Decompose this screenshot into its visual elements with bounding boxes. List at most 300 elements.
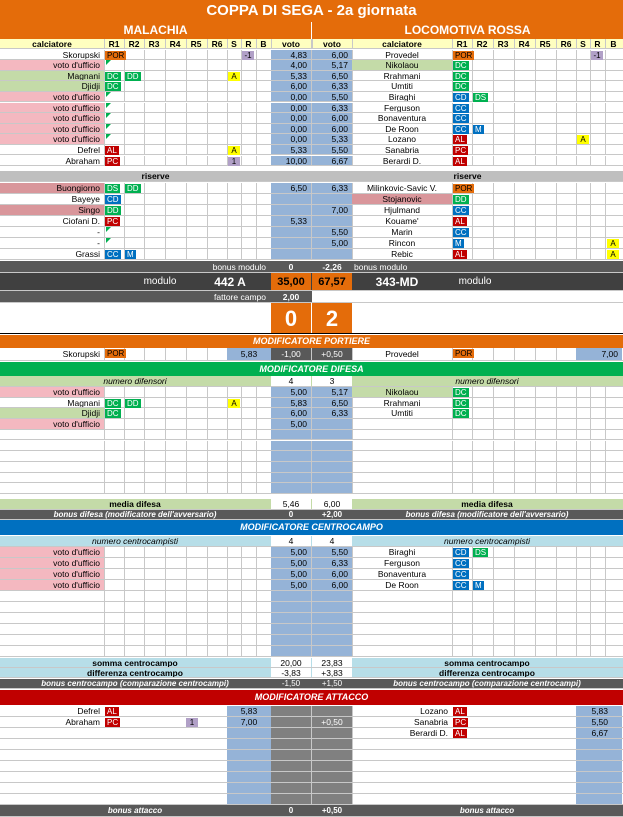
vote-left: 5,00: [271, 569, 311, 579]
grid-line: [165, 205, 166, 215]
vote-left: [271, 462, 311, 472]
grid-line: [144, 408, 145, 418]
role-badge: CC: [455, 570, 467, 579]
grid-line: [186, 194, 187, 204]
grid-line: [514, 646, 515, 656]
grid-line: [605, 558, 606, 568]
grid-line: [576, 462, 577, 472]
grid-line: [104, 558, 105, 568]
centrocampisti-label-left: numero centrocampisti: [92, 536, 178, 546]
substitution-flag: [106, 92, 111, 97]
grid-line: [493, 398, 494, 408]
vote-right: 6,33: [312, 183, 352, 193]
role-badge: M: [455, 239, 462, 248]
grid-line: [576, 430, 577, 440]
grid-line: [493, 635, 494, 645]
grid-line: [186, 473, 187, 483]
grid-line: [256, 580, 257, 590]
grid-line: [256, 205, 257, 215]
grid-line: [576, 591, 577, 601]
grid-line: [241, 624, 242, 634]
grid-line: [104, 430, 105, 440]
role-badge: PC: [455, 718, 467, 727]
grid-line: [535, 194, 536, 204]
grid-line: [514, 602, 515, 612]
grid-line: [605, 624, 606, 634]
grid-line: [452, 462, 453, 472]
vote-left: 4,83: [271, 50, 311, 60]
grid-line: [227, 462, 228, 472]
grid-line: [104, 591, 105, 601]
grid-line: [556, 613, 557, 623]
grid-line: [186, 624, 187, 634]
somma-centrocampo-right: 23,83: [312, 658, 352, 667]
grid-line: [144, 580, 145, 590]
grid-line: [144, 60, 145, 70]
grid-line: [227, 194, 228, 204]
grid-line: [207, 249, 208, 259]
grid-line: [144, 124, 145, 134]
grid-line: [514, 419, 515, 429]
grid-line: [576, 398, 577, 408]
grid-line: [352, 635, 353, 645]
grid-line: [104, 569, 105, 579]
grid-line: [186, 613, 187, 623]
grid-line: [514, 249, 515, 259]
grid-line: [452, 613, 453, 623]
vote-right: [312, 483, 352, 493]
grid-line: [556, 624, 557, 634]
grid-line: [124, 613, 125, 623]
grid-line: [256, 183, 257, 193]
col-r3-right: R3: [497, 39, 509, 48]
grid-line: [556, 408, 557, 418]
grid-line: [493, 624, 494, 634]
vote-left: 6,00: [271, 408, 311, 418]
grid-line: [576, 238, 577, 248]
player-name-left: Magnani: [0, 71, 104, 81]
vote-left: 5,00: [271, 387, 311, 397]
difesa-row: [0, 387, 623, 398]
score-left: 0: [271, 303, 311, 333]
grid-line: [556, 441, 557, 451]
player-name-right: Umtiti: [391, 81, 413, 91]
modificatore-centrocampo-header: MODIFICATORE CENTROCAMPO: [0, 520, 623, 535]
grid-line: [241, 71, 242, 81]
substitution-flag: [106, 227, 111, 232]
bonus-malus-marker: A: [577, 135, 589, 144]
grid-line: [256, 602, 257, 612]
grid-line: [227, 624, 228, 634]
grid-line: [241, 205, 242, 215]
grid-line: [207, 348, 208, 360]
grid-line: [186, 635, 187, 645]
grid-line: [352, 761, 353, 771]
player-name-right: Nikolaou: [352, 60, 452, 70]
grid-line: [186, 134, 187, 144]
grid-line: [207, 419, 208, 429]
grid-line: [590, 646, 591, 656]
vote-left: 0,00: [271, 134, 311, 144]
grid-line: [186, 238, 187, 248]
grid-line: [186, 216, 187, 226]
grid-line: [104, 238, 105, 248]
grid-line: [535, 50, 536, 60]
vote-right: 6,00: [312, 124, 352, 134]
vote-left: [271, 249, 311, 259]
vote-right: [312, 419, 352, 429]
grid-line: [535, 216, 536, 226]
grid-line: [227, 183, 228, 193]
grid-line: [576, 205, 577, 215]
grid-line: [227, 602, 228, 612]
player-name-right: Rrahmani: [383, 70, 421, 81]
grid-line: [207, 473, 208, 483]
grid-line: [186, 60, 187, 70]
grid-line: [472, 473, 473, 483]
attacker-name-right: Sanabria: [413, 717, 448, 727]
grid-line: [605, 591, 606, 601]
player-name-right: Ferguson: [384, 102, 420, 112]
bonus-malus-marker: 1: [186, 718, 198, 727]
grid-line: [514, 473, 515, 483]
vote-left: 5,83: [271, 398, 311, 408]
vote-right: [312, 216, 352, 226]
grid-line: [144, 71, 145, 81]
grid-line: [227, 408, 228, 418]
grid-line: [227, 249, 228, 259]
player-name-left: -: [97, 227, 100, 237]
attacker-vote-left: [227, 783, 271, 793]
grid-line: [227, 473, 228, 483]
centrocampo-row: [0, 635, 623, 646]
attacker-vote-right: [576, 750, 622, 760]
grid-line: [186, 348, 187, 360]
vote-left: [271, 635, 311, 645]
role-badge: POR: [455, 349, 473, 358]
grid-line: [241, 81, 242, 91]
role-badge: PC: [455, 145, 467, 155]
grid-line: [576, 387, 577, 397]
grid-line: [227, 113, 228, 123]
grid-line: [590, 419, 591, 429]
grid-line: [493, 430, 494, 440]
col-r6-left: R6: [211, 39, 223, 48]
grid-line: [256, 60, 257, 70]
grid-line: [472, 462, 473, 472]
grid-line: [207, 441, 208, 451]
grid-line: [590, 398, 591, 408]
grid-line: [514, 60, 515, 70]
attacco-bar-left: [271, 750, 311, 760]
starter-row: [0, 71, 623, 82]
grid-line: [207, 558, 208, 568]
modificatore-attacco-header: MODIFICATORE ATTACCO: [0, 690, 623, 705]
grid-line: [535, 483, 536, 493]
grid-line: [556, 387, 557, 397]
centrocampo-row: [0, 558, 623, 569]
vote-right: 6,33: [312, 558, 352, 568]
grid-line: [590, 580, 591, 590]
grid-line: [165, 238, 166, 248]
player-name-right: Stojanovic: [352, 194, 452, 204]
vote-left: [271, 602, 311, 612]
col-r5-right: R5: [539, 39, 551, 48]
grid-line: [227, 124, 228, 134]
grid-line: [144, 205, 145, 215]
grid-line: [605, 145, 606, 155]
grid-line: [124, 591, 125, 601]
attacco-bar-left: [271, 739, 311, 749]
defender-name-left: voto d'ufficio: [0, 419, 104, 429]
grid-line: [144, 635, 145, 645]
grid-line: [165, 71, 166, 81]
grid-line: [241, 547, 242, 557]
grid-line: [556, 145, 557, 155]
grid-line: [165, 124, 166, 134]
differenza-centrocampo-label-right: differenza centrocampo: [439, 668, 535, 677]
role-badge: AL: [455, 156, 465, 166]
grid-line: [452, 646, 453, 656]
grid-line: [104, 462, 105, 472]
grid-line: [493, 451, 494, 461]
grid-line: [227, 216, 228, 226]
defender-name-right: Umtiti: [391, 408, 413, 419]
grid-line: [556, 205, 557, 215]
grid-line: [124, 408, 125, 418]
grid-line: [256, 547, 257, 557]
grid-line: [535, 613, 536, 623]
grid-line: [605, 103, 606, 113]
vote-right: 6,00: [312, 569, 352, 579]
differenza-centrocampo-right: +3,83: [312, 668, 352, 677]
grid-line: [352, 646, 353, 656]
bonus-malus-marker: A: [228, 399, 240, 408]
col-r4-right: R4: [518, 39, 530, 48]
grid-line: [605, 387, 606, 397]
grid-line: [556, 156, 557, 166]
grid-line: [605, 613, 606, 623]
grid-line: [472, 569, 473, 579]
grid-line: [241, 92, 242, 102]
vote-left: 6,50: [271, 183, 311, 193]
grid-line: [605, 183, 606, 193]
grid-line: [207, 451, 208, 461]
col-bb-left: B: [260, 39, 267, 48]
attacco-bar-left: [271, 717, 311, 727]
grid-line: [472, 419, 473, 429]
grid-line: [104, 124, 105, 134]
vote-right: 6,33: [312, 81, 352, 91]
grid-line: [556, 81, 557, 91]
substitution-flag: [106, 113, 111, 118]
bonus-difesa-label-left: bonus difesa (modificatore dell'avversario): [53, 510, 217, 519]
grid-line: [493, 194, 494, 204]
grid-line: [256, 430, 257, 440]
grid-line: [514, 194, 515, 204]
grid-line: [576, 81, 577, 91]
grid-line: [590, 408, 591, 418]
grid-line: [165, 103, 166, 113]
vote-right: [312, 613, 352, 623]
grid-line: [472, 238, 473, 248]
attacco-row: [0, 728, 623, 739]
vote-right: 5,50: [312, 547, 352, 557]
grid-line: [472, 81, 473, 91]
grid-line: [207, 646, 208, 656]
vote-left: 5,00: [271, 419, 311, 429]
col-r4-left: R4: [169, 39, 181, 48]
defender-name-left: voto d'ufficio: [0, 387, 104, 397]
grid-line: [104, 580, 105, 590]
grid-line: [124, 430, 125, 440]
col-r1-right: R1: [456, 39, 468, 48]
attacker-vote-left: [227, 728, 271, 738]
grid-line: [227, 441, 228, 451]
grid-line: [241, 183, 242, 193]
grid-line: [352, 462, 353, 472]
col-bb-right: B: [610, 39, 617, 48]
grid-line: [104, 227, 105, 237]
grid-line: [256, 216, 257, 226]
grid-line: [256, 569, 257, 579]
grid-line: [556, 194, 557, 204]
substitution-flag: [106, 238, 111, 243]
grid-line: [207, 194, 208, 204]
grid-line: [535, 60, 536, 70]
grid-line: [207, 580, 208, 590]
grid-line: [256, 227, 257, 237]
grid-line: [124, 134, 125, 144]
grid-line: [207, 569, 208, 579]
somma-centrocampo: [0, 658, 623, 668]
role-badge: DC: [455, 388, 467, 397]
grid-line: [104, 134, 105, 144]
attacker-vote-left: [227, 772, 271, 782]
grid-line: [256, 387, 257, 397]
grid-line: [590, 194, 591, 204]
grid-line: [227, 646, 228, 656]
grid-line: [256, 81, 257, 91]
grid-line: [186, 451, 187, 461]
starter-row: [0, 145, 623, 156]
grid-line: [535, 205, 536, 215]
grid-line: [556, 60, 557, 70]
grid-line: [207, 156, 208, 166]
grid-line: [207, 624, 208, 634]
attacco-bar-right: [312, 783, 352, 793]
grid-line: [144, 483, 145, 493]
grid-line: [144, 238, 145, 248]
grid-line: [207, 613, 208, 623]
grid-line: [556, 398, 557, 408]
grid-line: [576, 602, 577, 612]
difensori-num-right: 3: [312, 376, 352, 386]
col-r1-left: R1: [108, 39, 120, 48]
difensori-label-right: numero difensori: [455, 376, 519, 386]
grid-line: [514, 156, 515, 166]
grid-line: [256, 613, 257, 623]
grid-line: [207, 635, 208, 645]
grid-line: [556, 430, 557, 440]
centrocampo-row: [0, 547, 623, 558]
attacco-row: [0, 794, 623, 805]
grid-line: [144, 145, 145, 155]
vote-left: 6,00: [271, 81, 311, 91]
grid-line: [124, 216, 125, 226]
col-r6-right: R6: [560, 39, 572, 48]
vote-left: 4,00: [271, 60, 311, 70]
vote-left: 5,00: [271, 580, 311, 590]
grid-line: [165, 145, 166, 155]
difensori-num-left: 4: [271, 376, 311, 386]
grid-line: [165, 547, 166, 557]
grid-line: [605, 92, 606, 102]
grid-line: [493, 591, 494, 601]
grid-line: [227, 580, 228, 590]
bonus-attacco-left: 0: [288, 806, 294, 815]
grid-line: [605, 227, 606, 237]
grid-line: [144, 387, 145, 397]
grid-line: [165, 81, 166, 91]
grid-line: [493, 462, 494, 472]
blank: [312, 291, 623, 302]
grid-line: [207, 113, 208, 123]
grid-line: [493, 145, 494, 155]
grid-line: [590, 249, 591, 259]
grid-line: [186, 580, 187, 590]
player-name-left: Buongiorno: [0, 183, 104, 193]
attacco-bar-left: [271, 761, 311, 771]
grid-line: [165, 227, 166, 237]
grid-line: [590, 387, 591, 397]
attacker-vote-left: [227, 750, 271, 760]
attacco-bar-right: [312, 728, 352, 738]
grid-line: [165, 569, 166, 579]
grid-line: [256, 483, 257, 493]
role-badge: CC: [455, 228, 467, 237]
grid-line: [241, 60, 242, 70]
grid-line: [590, 227, 591, 237]
grid-line: [227, 613, 228, 623]
bonus-centrocampo: [0, 679, 623, 689]
bonus-modulo-right: -2,26: [322, 262, 342, 272]
grid-line: [256, 635, 257, 645]
grid-line: [535, 113, 536, 123]
grid-line: [241, 194, 242, 204]
grid-line: [590, 473, 591, 483]
bonus-malus-marker: -1: [591, 51, 603, 60]
grid-line: [186, 183, 187, 193]
vote-right: [312, 602, 352, 612]
grid-line: [514, 580, 515, 590]
grid-line: [493, 50, 494, 60]
grid-line: [535, 156, 536, 166]
player-name-right: Bonaventura: [377, 113, 427, 123]
vote-left: 5,00: [271, 547, 311, 557]
grid-line: [556, 591, 557, 601]
grid-line: [165, 483, 166, 493]
goalkeeper-name-left: Skorupski: [62, 349, 100, 359]
vote-right: [312, 473, 352, 483]
col-voto-right: voto: [323, 39, 341, 48]
grid-line: [576, 483, 577, 493]
grid-line: [144, 451, 145, 461]
grid-line: [165, 441, 166, 451]
grid-line: [493, 646, 494, 656]
role-badge: POR: [107, 349, 125, 358]
grid-line: [186, 462, 187, 472]
